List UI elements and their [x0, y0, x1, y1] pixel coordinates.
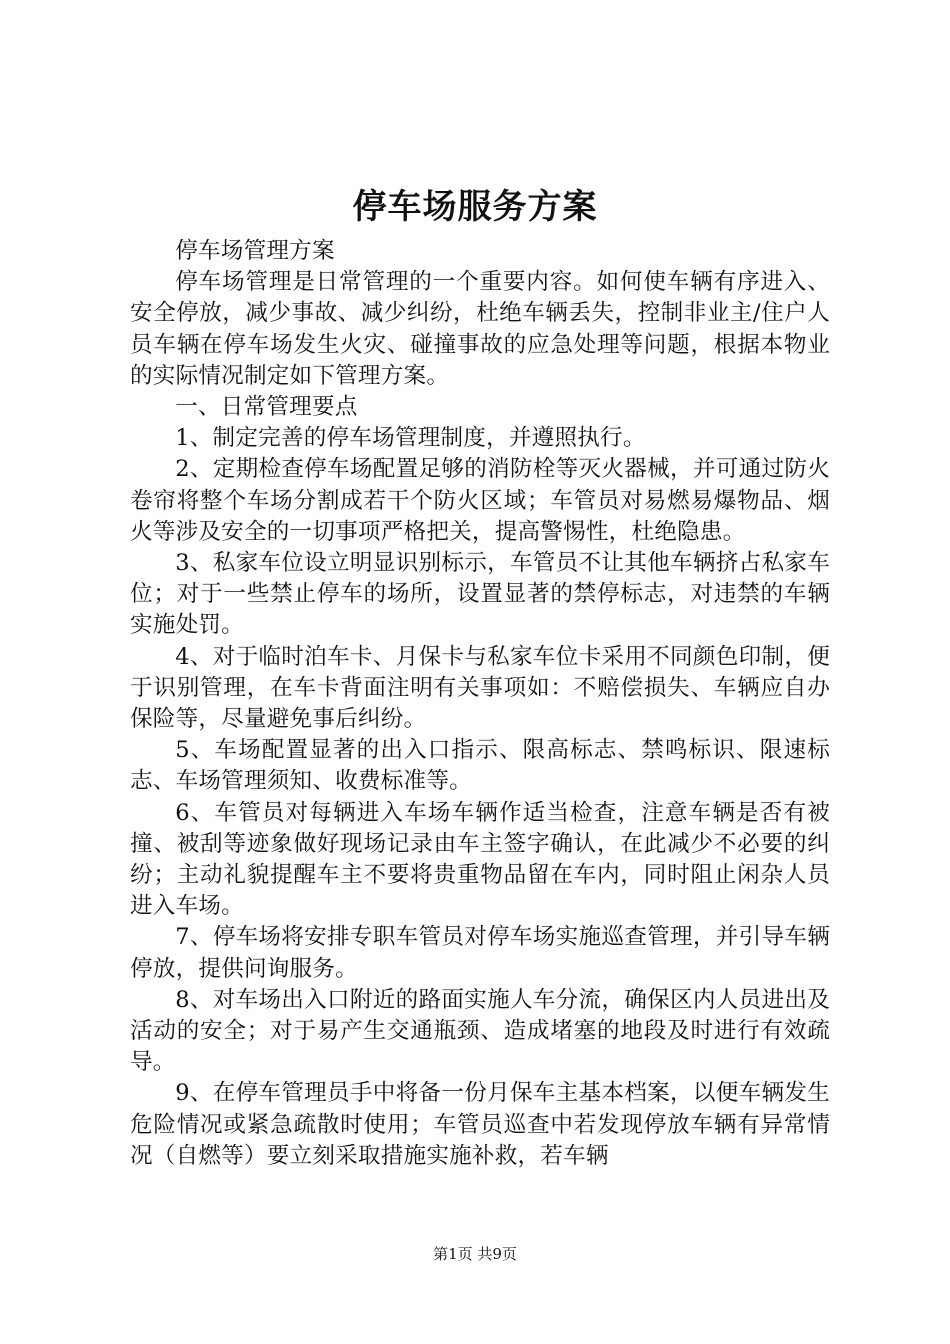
list-item-4: 4、对于临时泊车卡、月保卡与私家车位卡采用不同颜色印制，便于识别管理，在车卡背面注明有关事项如：不赔偿损失、车辆应自办保险等，尽量避免事后纠纷。 — [130, 643, 830, 733]
list-item-3: 3、私家车位设立明显识别标示，车管员不让其他车辆挤占私家车位；对于一些禁止停车的场所，设置显著的禁停标志，对违禁的车辆实施处罚。 — [130, 550, 830, 639]
list-item-1: 1、制定完善的停车场管理制度，并遵照执行。 — [175, 425, 646, 452]
document-body — [130, 236, 830, 1172]
list-item-5: 5、车场配置显著的出入口指示、限高标志、禁鸣标识、限速标志、车场管理须知、收费标准等。 — [130, 737, 830, 795]
list-item-8: 8、对车场出入口附近的路面实施人车分流，确保区内人员进出及活动的安全；对于易产生交通瓶颈、造成堵塞的地段及时进行有效疏导。 — [130, 986, 830, 1076]
paragraph-intro: 停车场管理是日常管理的一个重要内容。如何使车辆有序进入、安全停放，减少事故、减少纠纷，杜绝车辆丢失，控制非业主/住户人员车辆在停车场发生火灾、碰撞事故的应急处理等问题，根据本物业的实际情况制定如下管理方案。 — [130, 269, 830, 389]
page-footer: 第1页 共9页 — [433, 1245, 517, 1263]
document-title: 停车场服务方案 — [352, 187, 598, 227]
list-item-9: 9、在停车管理员手中将备一份月保车主基本档案，以便车辆发生危险情况或紧急疏散时使用；车管员巡查中若发现停放车辆有异常情况（自燃等）要立刻采取措施实施补救，若车辆 — [130, 1080, 830, 1169]
paragraph-subtitle: 停车场管理方案 — [175, 238, 335, 264]
list-item-2: 2、定期检查停车场配置足够的消防栓等灭火器械，并可通过防火卷帘将整个车场分割成若干个防火区域；车管员对易燃易爆物品、烟火等涉及安全的一切事项严格把关，提高警惕性，杜绝隐患。 — [130, 456, 830, 545]
list-item-6: 6、车管员对每辆进入车场车辆作适当检查，注意车辆是否有被撞、被刮等迹象做好现场记录由车主签字确认，在此减少不必要的纠纷；主动礼貌提醒车主不要将贵重物品留在车内，同时阻止闲杂人员进入车场。 — [130, 799, 830, 920]
list-item-7: 7、停车场将安排专职车管员对停车场实施巡查管理，并引导车辆停放，提供问询服务。 — [130, 924, 830, 982]
section-heading: 一、日常管理要点 — [175, 394, 358, 421]
